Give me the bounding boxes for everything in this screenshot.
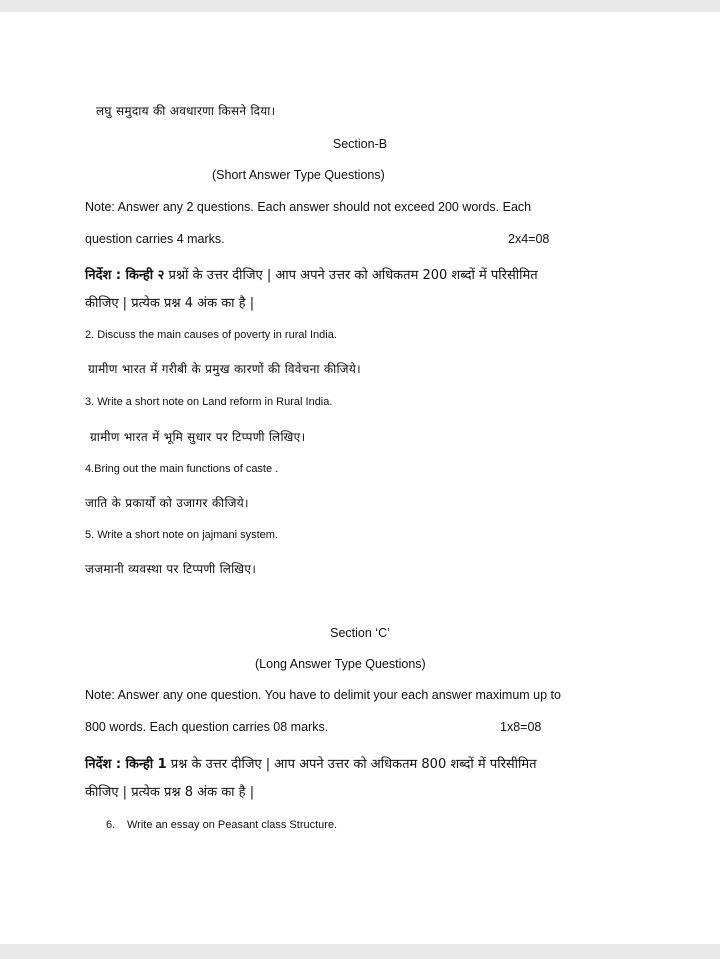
question-2-english: 2. Discuss the main causes of poverty in rural India. <box>85 329 337 341</box>
section-c-instruction-line1 <box>85 754 537 772</box>
section-b-instruction-line2: कीजिए | प्रत्येक प्रश्न 4 अंक का है | <box>85 296 255 311</box>
document-page <box>0 12 720 944</box>
section-b-marks: 2x4=08 <box>508 232 550 246</box>
section-c-instruction-text: प्रश्न के उत्तर दीजिए | आप अपने उत्तर को अधिकतम 800 शब्दों में परिसीमित <box>166 757 537 772</box>
question-4-hindi: जाति के प्रकार्यों को उजागर कीजिये। <box>85 496 249 510</box>
section-c-note-line2: 800 words. Each question carries 08 marks. <box>85 720 329 734</box>
question-6-english: Write an essay on Peasant class Structure. <box>127 819 338 831</box>
section-c-marks: 1x8=08 <box>500 720 542 734</box>
section-b-instruction-text: प्रश्नों के उत्तर दीजिए | आप अपने उत्तर को अधिकतम 200 शब्दों में परिसीमित <box>164 268 538 283</box>
section-b-note-line1: Note: Answer any 2 questions. Each answer should not exceed 200 words. Each <box>85 200 532 214</box>
question-2-hindi: ग्रामीण भारत में गरीबी के प्रमुख कारणों की विवेचना कीजिये। <box>88 362 361 376</box>
question-3-english: 3. Write a short note on Land reform in Rural India. <box>85 396 333 408</box>
section-c-instruction-line2: कीजिए | प्रत्येक प्रश्न 8 अंक का है | <box>85 785 255 800</box>
question-6-number: 6. <box>106 819 116 831</box>
section-c-note-line1: Note: Answer any one question. You have to delimit your each answer maximum up to <box>85 688 561 702</box>
question-4-english: 4.Bring out the main functions of caste . <box>85 463 279 475</box>
section-b-note-line2: question carries 4 marks. <box>85 232 225 246</box>
question-1-hindi: लघु समुदाय की अवधारणा किसने दिया। <box>96 104 276 118</box>
section-b-subtitle: (Short Answer Type Questions) <box>212 168 385 182</box>
question-3-hindi: ग्रामीण भारत में भूमि सुधार पर टिप्पणी लिखिए। <box>90 430 306 444</box>
section-b-instruction-line1 <box>85 265 538 283</box>
section-b-title: Section-B <box>332 137 388 151</box>
section-c-title: Section ‘C’ <box>330 626 390 640</box>
section-c-subtitle: (Long Answer Type Questions) <box>255 657 426 671</box>
question-5-hindi: जजमानी व्यवस्था पर टिप्पणी लिखिए। <box>85 562 257 576</box>
section-b-instruction-label: निर्देश : किन्ही २ <box>85 268 165 283</box>
section-c-instruction-label: निर्देश : किन्ही 1 <box>85 757 167 772</box>
question-5-english: 5. Write a short note on jajmani system. <box>85 529 278 541</box>
